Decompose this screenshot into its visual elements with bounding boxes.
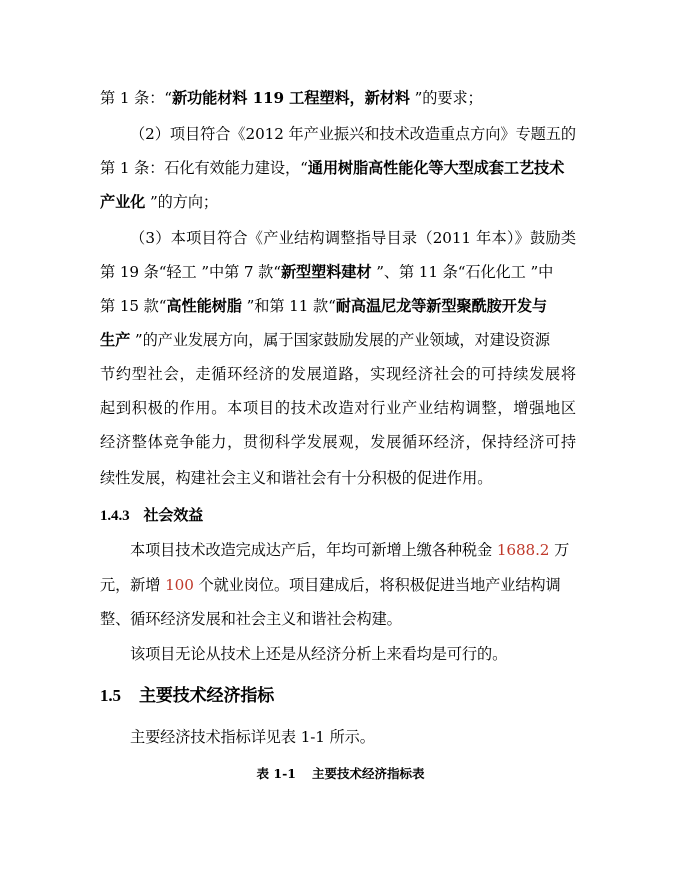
text-line: 本项目技术改造完成达产后，年均可新增上缴各种税金 1688.2 万 <box>130 541 570 559</box>
text-line: 第 1 条：石化有效能力建设，“通用树脂高性能化等大型成套工艺技术 <box>100 159 565 177</box>
section-title: 社会效益 <box>143 506 204 524</box>
table-title: 主要技术经济指标表 <box>311 766 425 781</box>
text-line: 第 1 条：“新功能材料 119 工程塑料，新材料 ”的要求； <box>100 89 483 107</box>
paragraph-line: 续性发展，构建社会主义和谐社会有十分积极的促进作用。 <box>100 469 493 487</box>
section-number: 1.5 <box>100 686 121 705</box>
bold-phrase: 耐高温尼龙等新型聚酰胺开发与 <box>335 297 548 315</box>
paragraph-line: 该项目无论从技术上还是从经济分析上来看均是可行的。 <box>130 645 508 663</box>
paragraph-line: 经济整体竞争能力，贯彻科学发展观，发展循环经济，保持经济可持 <box>100 433 576 451</box>
bold-phrase: 通用树脂高性能化等大型成套工艺技术 <box>307 159 565 177</box>
section-heading-1-5 <box>100 686 576 706</box>
paragraph-line: （2）项目符合《2012 年产业振兴和技术改造重点方向》专题五的 <box>130 125 576 143</box>
paragraph-line: 起到积极的作用。本项目的技术改造对行业产业结构调整，增强地区 <box>100 399 576 417</box>
bold-phrase: 生产 <box>100 331 131 349</box>
section-heading-1-4-3 <box>100 505 576 526</box>
text-line: 第 19 条“轻工 ”中第 7 款“新型塑料建材 ”、第 11 条“石化化工 ”中 <box>100 263 554 281</box>
section-title: 主要技术经济指标 <box>138 686 275 706</box>
paragraph-line: （3）本项目符合《产业结构调整指导目录（2011 年本）》鼓励类 <box>130 229 576 247</box>
text-line: 第 15 款“高性能树脂 ”和第 11 款“耐高温尼龙等新型聚酰胺开发与 <box>100 297 548 315</box>
paragraph-line: 节约型社会，走循环经济的发展道路，实现经济社会的可持续发展将 <box>100 365 576 383</box>
text-line: 生产 ”的产业发展方向，属于国家鼓励发展的产业领域，对建设资源 <box>100 331 550 349</box>
text-line: 产业化 ”的方向； <box>100 193 219 211</box>
table-caption <box>0 765 681 783</box>
section-number: 1.4.3 <box>100 508 130 524</box>
jobs-count-value: 100 <box>165 576 194 594</box>
text-line: 元，新增 100 个就业岗位。项目建成后，将积极促进当地产业结构调 <box>100 576 561 594</box>
bold-phrase: 新型塑料建材 <box>280 263 372 281</box>
paragraph-line: 主要经济技术指标详见表 1-1 所示。 <box>130 728 375 746</box>
bold-phrase: 高性能树脂 <box>166 297 242 315</box>
bold-phrase: 新功能材料 119 工程塑料，新材料 <box>171 89 410 107</box>
bold-phrase: 产业化 <box>100 193 146 211</box>
tax-amount-value: 1688.2 <box>496 541 550 559</box>
paragraph-line: 整、循环经济发展和社会主义和谐社会构建。 <box>100 610 402 628</box>
table-number: 表 1-1 <box>256 766 296 781</box>
